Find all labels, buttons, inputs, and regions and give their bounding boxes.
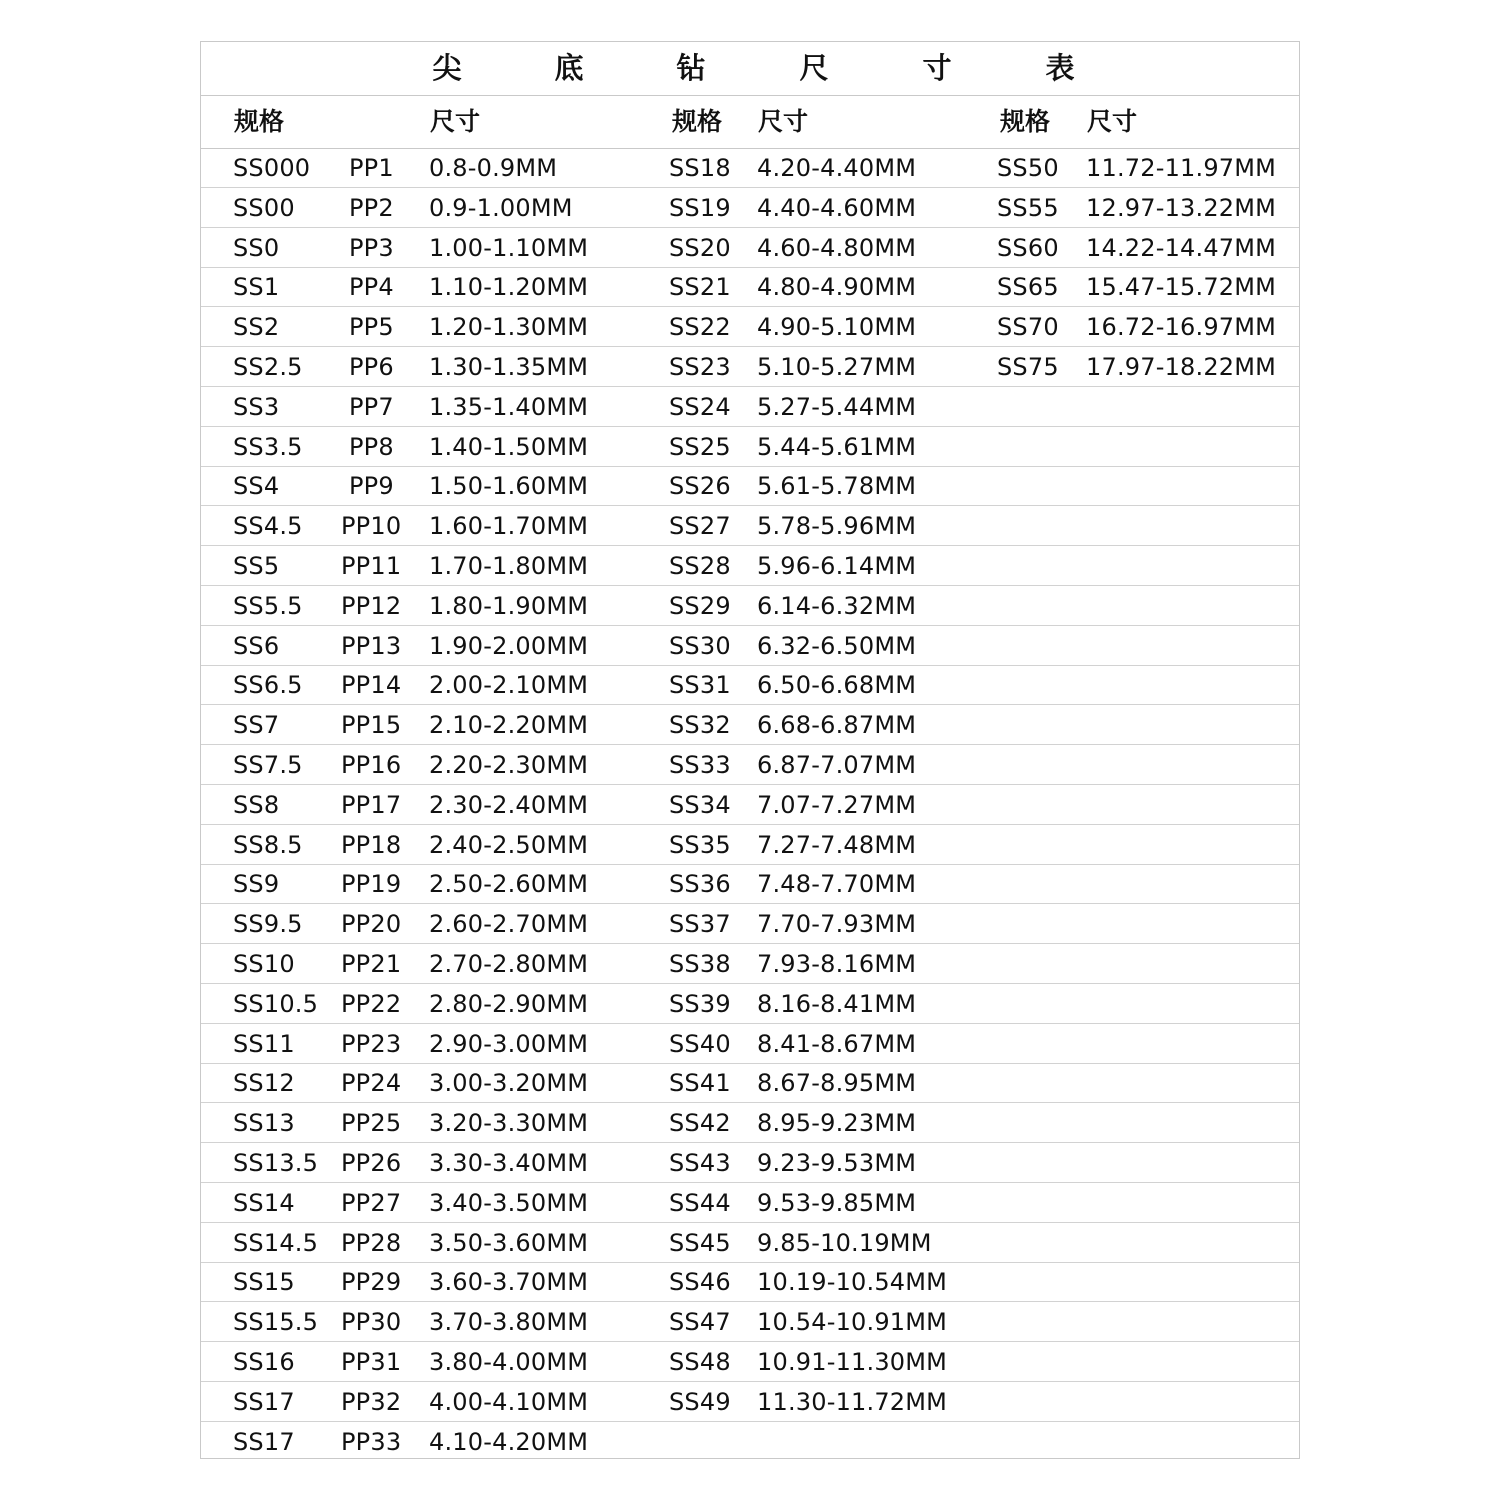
- spec-cell: SS16: [233, 1348, 295, 1376]
- title-char: 底: [554, 51, 584, 85]
- spec-cell: SS6.5: [233, 671, 303, 700]
- spec-cell: SS24: [669, 392, 731, 421]
- spec-cell: SS50: [997, 154, 1059, 182]
- spec-cell: SS2.5: [233, 353, 303, 381]
- size-cell: 5.10-5.27MM: [757, 353, 917, 381]
- pp-cell: PP24: [341, 1069, 402, 1098]
- size-cell: 7.27-7.48MM: [757, 830, 917, 859]
- title-char: 钻: [676, 51, 706, 85]
- spec-cell: SS4: [233, 472, 280, 501]
- table-row: [201, 904, 1299, 944]
- pp-cell: PP18: [341, 830, 402, 859]
- spec-cell: SS21: [669, 273, 731, 302]
- size-cell: 3.00-3.20MM: [429, 1069, 589, 1098]
- spec-cell: SS40: [669, 1029, 731, 1058]
- size-cell: 2.40-2.50MM: [429, 830, 589, 859]
- size-cell: 8.95-9.23MM: [757, 1109, 917, 1138]
- size-cell: 7.48-7.70MM: [757, 870, 917, 899]
- table-row: [201, 267, 1299, 307]
- spec-cell: SS15.5: [233, 1308, 319, 1337]
- size-cell: 1.00-1.10MM: [429, 233, 589, 262]
- spec-cell: SS28: [669, 552, 731, 580]
- spec-cell: SS25: [669, 432, 731, 461]
- pp-cell: PP31: [341, 1348, 402, 1376]
- header-spec: 规格: [672, 107, 723, 136]
- spec-cell: SS2: [233, 313, 280, 342]
- size-cell: 4.10-4.20MM: [429, 1427, 589, 1456]
- size-cell: 9.85-10.19MM: [757, 1228, 932, 1257]
- spec-cell: SS3: [233, 392, 280, 421]
- size-cell: 6.50-6.68MM: [757, 671, 917, 700]
- spec-cell: SS13: [233, 1109, 295, 1138]
- spec-cell: SS33: [669, 751, 731, 779]
- table-row: [201, 228, 1299, 268]
- spec-cell: SS48: [669, 1348, 731, 1376]
- pp-cell: PP32: [341, 1387, 402, 1416]
- pp-cell: PP1: [349, 154, 394, 182]
- spec-cell: SS19: [669, 193, 731, 222]
- spec-cell: SS9: [233, 870, 280, 899]
- title-char: 寸: [922, 51, 952, 85]
- title-char: 尖: [432, 51, 462, 85]
- size-chart-table: [200, 41, 1300, 1459]
- spec-cell: SS49: [669, 1387, 731, 1416]
- spec-cell: SS3.5: [233, 432, 303, 461]
- table-row: [201, 546, 1299, 586]
- spec-cell: SS18: [669, 154, 731, 182]
- size-cell: 3.20-3.30MM: [429, 1109, 589, 1138]
- pp-cell: PP15: [341, 711, 402, 740]
- size-cell: 2.20-2.30MM: [429, 751, 589, 779]
- spec-cell: SS27: [669, 512, 731, 541]
- table-row: [201, 1223, 1299, 1263]
- pp-cell: PP6: [349, 353, 394, 381]
- size-cell: 9.53-9.85MM: [757, 1188, 917, 1217]
- table-row: [201, 864, 1299, 904]
- size-cell: 5.61-5.78MM: [757, 472, 917, 501]
- size-cell: 4.90-5.10MM: [757, 313, 917, 342]
- pp-cell: PP5: [349, 313, 394, 342]
- size-cell: 6.68-6.87MM: [757, 711, 917, 740]
- pp-cell: PP16: [341, 751, 402, 779]
- spec-cell: SS65: [997, 273, 1059, 302]
- size-cell: 10.91-11.30MM: [757, 1348, 948, 1376]
- table-row: [201, 665, 1299, 705]
- spec-cell: SS11: [233, 1029, 295, 1058]
- spec-cell: SS42: [669, 1109, 731, 1138]
- spec-cell: SS75: [997, 353, 1059, 381]
- pp-cell: PP17: [341, 790, 402, 819]
- size-cell: 1.35-1.40MM: [429, 392, 589, 421]
- size-cell: 6.87-7.07MM: [757, 751, 917, 779]
- spec-cell: SS5.5: [233, 591, 303, 620]
- spec-cell: SS37: [669, 910, 731, 939]
- pp-cell: PP2: [349, 193, 394, 222]
- size-cell: 1.80-1.90MM: [429, 591, 589, 620]
- spec-cell: SS31: [669, 671, 731, 700]
- size-cell: 6.32-6.50MM: [757, 631, 917, 660]
- spec-cell: SS10: [233, 950, 295, 978]
- table-row: [201, 188, 1299, 228]
- spec-cell: SS5: [233, 552, 280, 580]
- table-row: [201, 148, 1299, 188]
- spec-cell: SS12: [233, 1069, 295, 1098]
- table-title: [201, 42, 1299, 96]
- pp-cell: PP4: [349, 273, 394, 302]
- pp-cell: PP28: [341, 1228, 402, 1257]
- pp-cell: PP29: [341, 1268, 402, 1297]
- size-cell: 1.40-1.50MM: [429, 432, 589, 461]
- table-row: [201, 347, 1299, 387]
- table-row: [201, 705, 1299, 745]
- spec-cell: SS00: [233, 193, 295, 222]
- size-cell: 11.72-11.97MM: [1086, 154, 1277, 182]
- size-cell: 11.30-11.72MM: [757, 1387, 948, 1416]
- table-row: [201, 1422, 1299, 1462]
- spec-cell: SS17: [233, 1387, 295, 1416]
- size-cell: 2.50-2.60MM: [429, 870, 589, 899]
- pp-cell: PP22: [341, 989, 402, 1018]
- table-row: [201, 1103, 1299, 1143]
- pp-cell: PP3: [349, 233, 394, 262]
- header-size: 尺寸: [1087, 107, 1138, 136]
- pp-cell: PP14: [341, 671, 402, 700]
- spec-cell: SS6: [233, 631, 280, 660]
- table-row: [201, 1382, 1299, 1422]
- header-size: 尺寸: [430, 107, 481, 136]
- size-cell: 15.47-15.72MM: [1086, 273, 1277, 302]
- spec-cell: SS4.5: [233, 512, 303, 541]
- spec-cell: SS39: [669, 989, 731, 1018]
- size-cell: 5.78-5.96MM: [757, 512, 917, 541]
- size-cell: 4.80-4.90MM: [757, 273, 917, 302]
- size-cell: 9.23-9.53MM: [757, 1149, 917, 1177]
- table-row: [201, 825, 1299, 865]
- pp-cell: PP7: [349, 392, 394, 421]
- table-row: [201, 506, 1299, 546]
- column-headers: [201, 95, 1299, 149]
- spec-cell: SS22: [669, 313, 731, 342]
- size-cell: 7.07-7.27MM: [757, 790, 917, 819]
- size-cell: 16.72-16.97MM: [1086, 313, 1277, 342]
- size-cell: 3.40-3.50MM: [429, 1188, 589, 1217]
- size-cell: 5.96-6.14MM: [757, 552, 917, 580]
- size-cell: 3.60-3.70MM: [429, 1268, 589, 1297]
- spec-cell: SS55: [997, 193, 1059, 222]
- spec-cell: SS29: [669, 591, 731, 620]
- table-row: [201, 466, 1299, 506]
- header-spec: 规格: [1000, 107, 1051, 136]
- pp-cell: PP10: [341, 512, 402, 541]
- spec-cell: SS36: [669, 870, 731, 899]
- table-row: [201, 586, 1299, 626]
- size-cell: 2.10-2.20MM: [429, 711, 589, 740]
- table-row: [201, 1063, 1299, 1103]
- spec-cell: SS000: [233, 154, 311, 182]
- spec-cell: SS70: [997, 313, 1059, 342]
- size-cell: 8.16-8.41MM: [757, 989, 917, 1018]
- spec-cell: SS35: [669, 830, 731, 859]
- size-cell: 10.19-10.54MM: [757, 1268, 948, 1297]
- size-cell: 6.14-6.32MM: [757, 591, 917, 620]
- spec-cell: SS47: [669, 1308, 731, 1337]
- spec-cell: SS0: [233, 233, 280, 262]
- size-cell: 1.50-1.60MM: [429, 472, 589, 501]
- size-cell: 3.30-3.40MM: [429, 1149, 589, 1177]
- table-row: [201, 626, 1299, 666]
- size-cell: 7.93-8.16MM: [757, 950, 917, 978]
- size-cell: 17.97-18.22MM: [1086, 353, 1277, 381]
- spec-cell: SS41: [669, 1069, 731, 1098]
- size-cell: 0.8-0.9MM: [429, 154, 558, 182]
- size-cell: 4.60-4.80MM: [757, 233, 917, 262]
- size-cell: 3.80-4.00MM: [429, 1348, 589, 1376]
- size-cell: 2.00-2.10MM: [429, 671, 589, 700]
- size-cell: 2.90-3.00MM: [429, 1029, 589, 1058]
- table-row: [201, 1143, 1299, 1183]
- spec-cell: SS13.5: [233, 1149, 319, 1177]
- spec-cell: SS32: [669, 711, 731, 740]
- size-cell: 2.60-2.70MM: [429, 910, 589, 939]
- size-cell: 12.97-13.22MM: [1086, 193, 1277, 222]
- size-cell: 14.22-14.47MM: [1086, 233, 1277, 262]
- size-cell: 0.9-1.00MM: [429, 193, 573, 222]
- size-cell: 1.70-1.80MM: [429, 552, 589, 580]
- spec-cell: SS15: [233, 1268, 295, 1297]
- table-row: [201, 1342, 1299, 1382]
- header-size: 尺寸: [758, 107, 809, 136]
- size-cell: 7.70-7.93MM: [757, 910, 917, 939]
- pp-cell: PP13: [341, 631, 402, 660]
- pp-cell: PP8: [349, 432, 394, 461]
- spec-cell: SS34: [669, 790, 731, 819]
- title-char: 表: [1045, 51, 1075, 85]
- size-cell: 8.67-8.95MM: [757, 1069, 917, 1098]
- size-cell: 4.20-4.40MM: [757, 154, 917, 182]
- table-row: [201, 984, 1299, 1024]
- spec-cell: SS1: [233, 273, 280, 302]
- pp-cell: PP33: [341, 1427, 402, 1456]
- table-row: [201, 1183, 1299, 1223]
- size-cell: 2.30-2.40MM: [429, 790, 589, 819]
- table-row: [201, 1302, 1299, 1342]
- spec-cell: SS44: [669, 1188, 731, 1217]
- spec-cell: SS8.5: [233, 830, 303, 859]
- spec-cell: SS60: [997, 233, 1059, 262]
- pp-cell: PP12: [341, 591, 402, 620]
- spec-cell: SS10.5: [233, 989, 319, 1018]
- spec-cell: SS26: [669, 472, 731, 501]
- pp-cell: PP19: [341, 870, 402, 899]
- table-row: [201, 387, 1299, 427]
- size-cell: 1.60-1.70MM: [429, 512, 589, 541]
- header-spec: 规格: [234, 107, 285, 136]
- table-row: [201, 1262, 1299, 1302]
- pp-cell: PP11: [341, 552, 402, 580]
- spec-cell: SS23: [669, 353, 731, 381]
- pp-cell: PP26: [341, 1149, 402, 1177]
- pp-cell: PP21: [341, 950, 402, 978]
- spec-cell: SS38: [669, 950, 731, 978]
- size-cell: 1.20-1.30MM: [429, 313, 589, 342]
- table-row: [201, 785, 1299, 825]
- spec-cell: SS30: [669, 631, 731, 660]
- size-cell: 3.50-3.60MM: [429, 1228, 589, 1257]
- spec-cell: SS9.5: [233, 910, 303, 939]
- table-row: [201, 745, 1299, 785]
- spec-cell: SS46: [669, 1268, 731, 1297]
- pp-cell: PP23: [341, 1029, 402, 1058]
- spec-cell: SS8: [233, 790, 280, 819]
- spec-cell: SS7.5: [233, 751, 303, 779]
- title-char: 尺: [799, 51, 829, 85]
- pp-cell: PP30: [341, 1308, 402, 1337]
- size-cell: 8.41-8.67MM: [757, 1029, 917, 1058]
- size-cell: 10.54-10.91MM: [757, 1308, 948, 1337]
- table-row: [201, 944, 1299, 984]
- table-row: [201, 307, 1299, 347]
- spec-cell: SS14: [233, 1188, 295, 1217]
- size-cell: 5.27-5.44MM: [757, 392, 917, 421]
- spec-cell: SS45: [669, 1228, 731, 1257]
- pp-cell: PP25: [341, 1109, 402, 1138]
- size-cell: 2.80-2.90MM: [429, 989, 589, 1018]
- spec-cell: SS20: [669, 233, 731, 262]
- size-cell: 5.44-5.61MM: [757, 432, 917, 461]
- size-cell: 4.40-4.60MM: [757, 193, 917, 222]
- size-cell: 1.10-1.20MM: [429, 273, 589, 302]
- pp-cell: PP27: [341, 1188, 402, 1217]
- spec-cell: SS7: [233, 711, 280, 740]
- pp-cell: PP20: [341, 910, 402, 939]
- size-cell: 1.30-1.35MM: [429, 353, 589, 381]
- size-cell: 4.00-4.10MM: [429, 1387, 589, 1416]
- table-row: [201, 427, 1299, 467]
- pp-cell: PP9: [349, 472, 394, 501]
- size-cell: 1.90-2.00MM: [429, 631, 589, 660]
- table-row: [201, 1024, 1299, 1064]
- spec-cell: SS14.5: [233, 1228, 319, 1257]
- spec-cell: SS17: [233, 1427, 295, 1456]
- size-cell: 2.70-2.80MM: [429, 950, 589, 978]
- size-cell: 3.70-3.80MM: [429, 1308, 589, 1337]
- spec-cell: SS43: [669, 1149, 731, 1177]
